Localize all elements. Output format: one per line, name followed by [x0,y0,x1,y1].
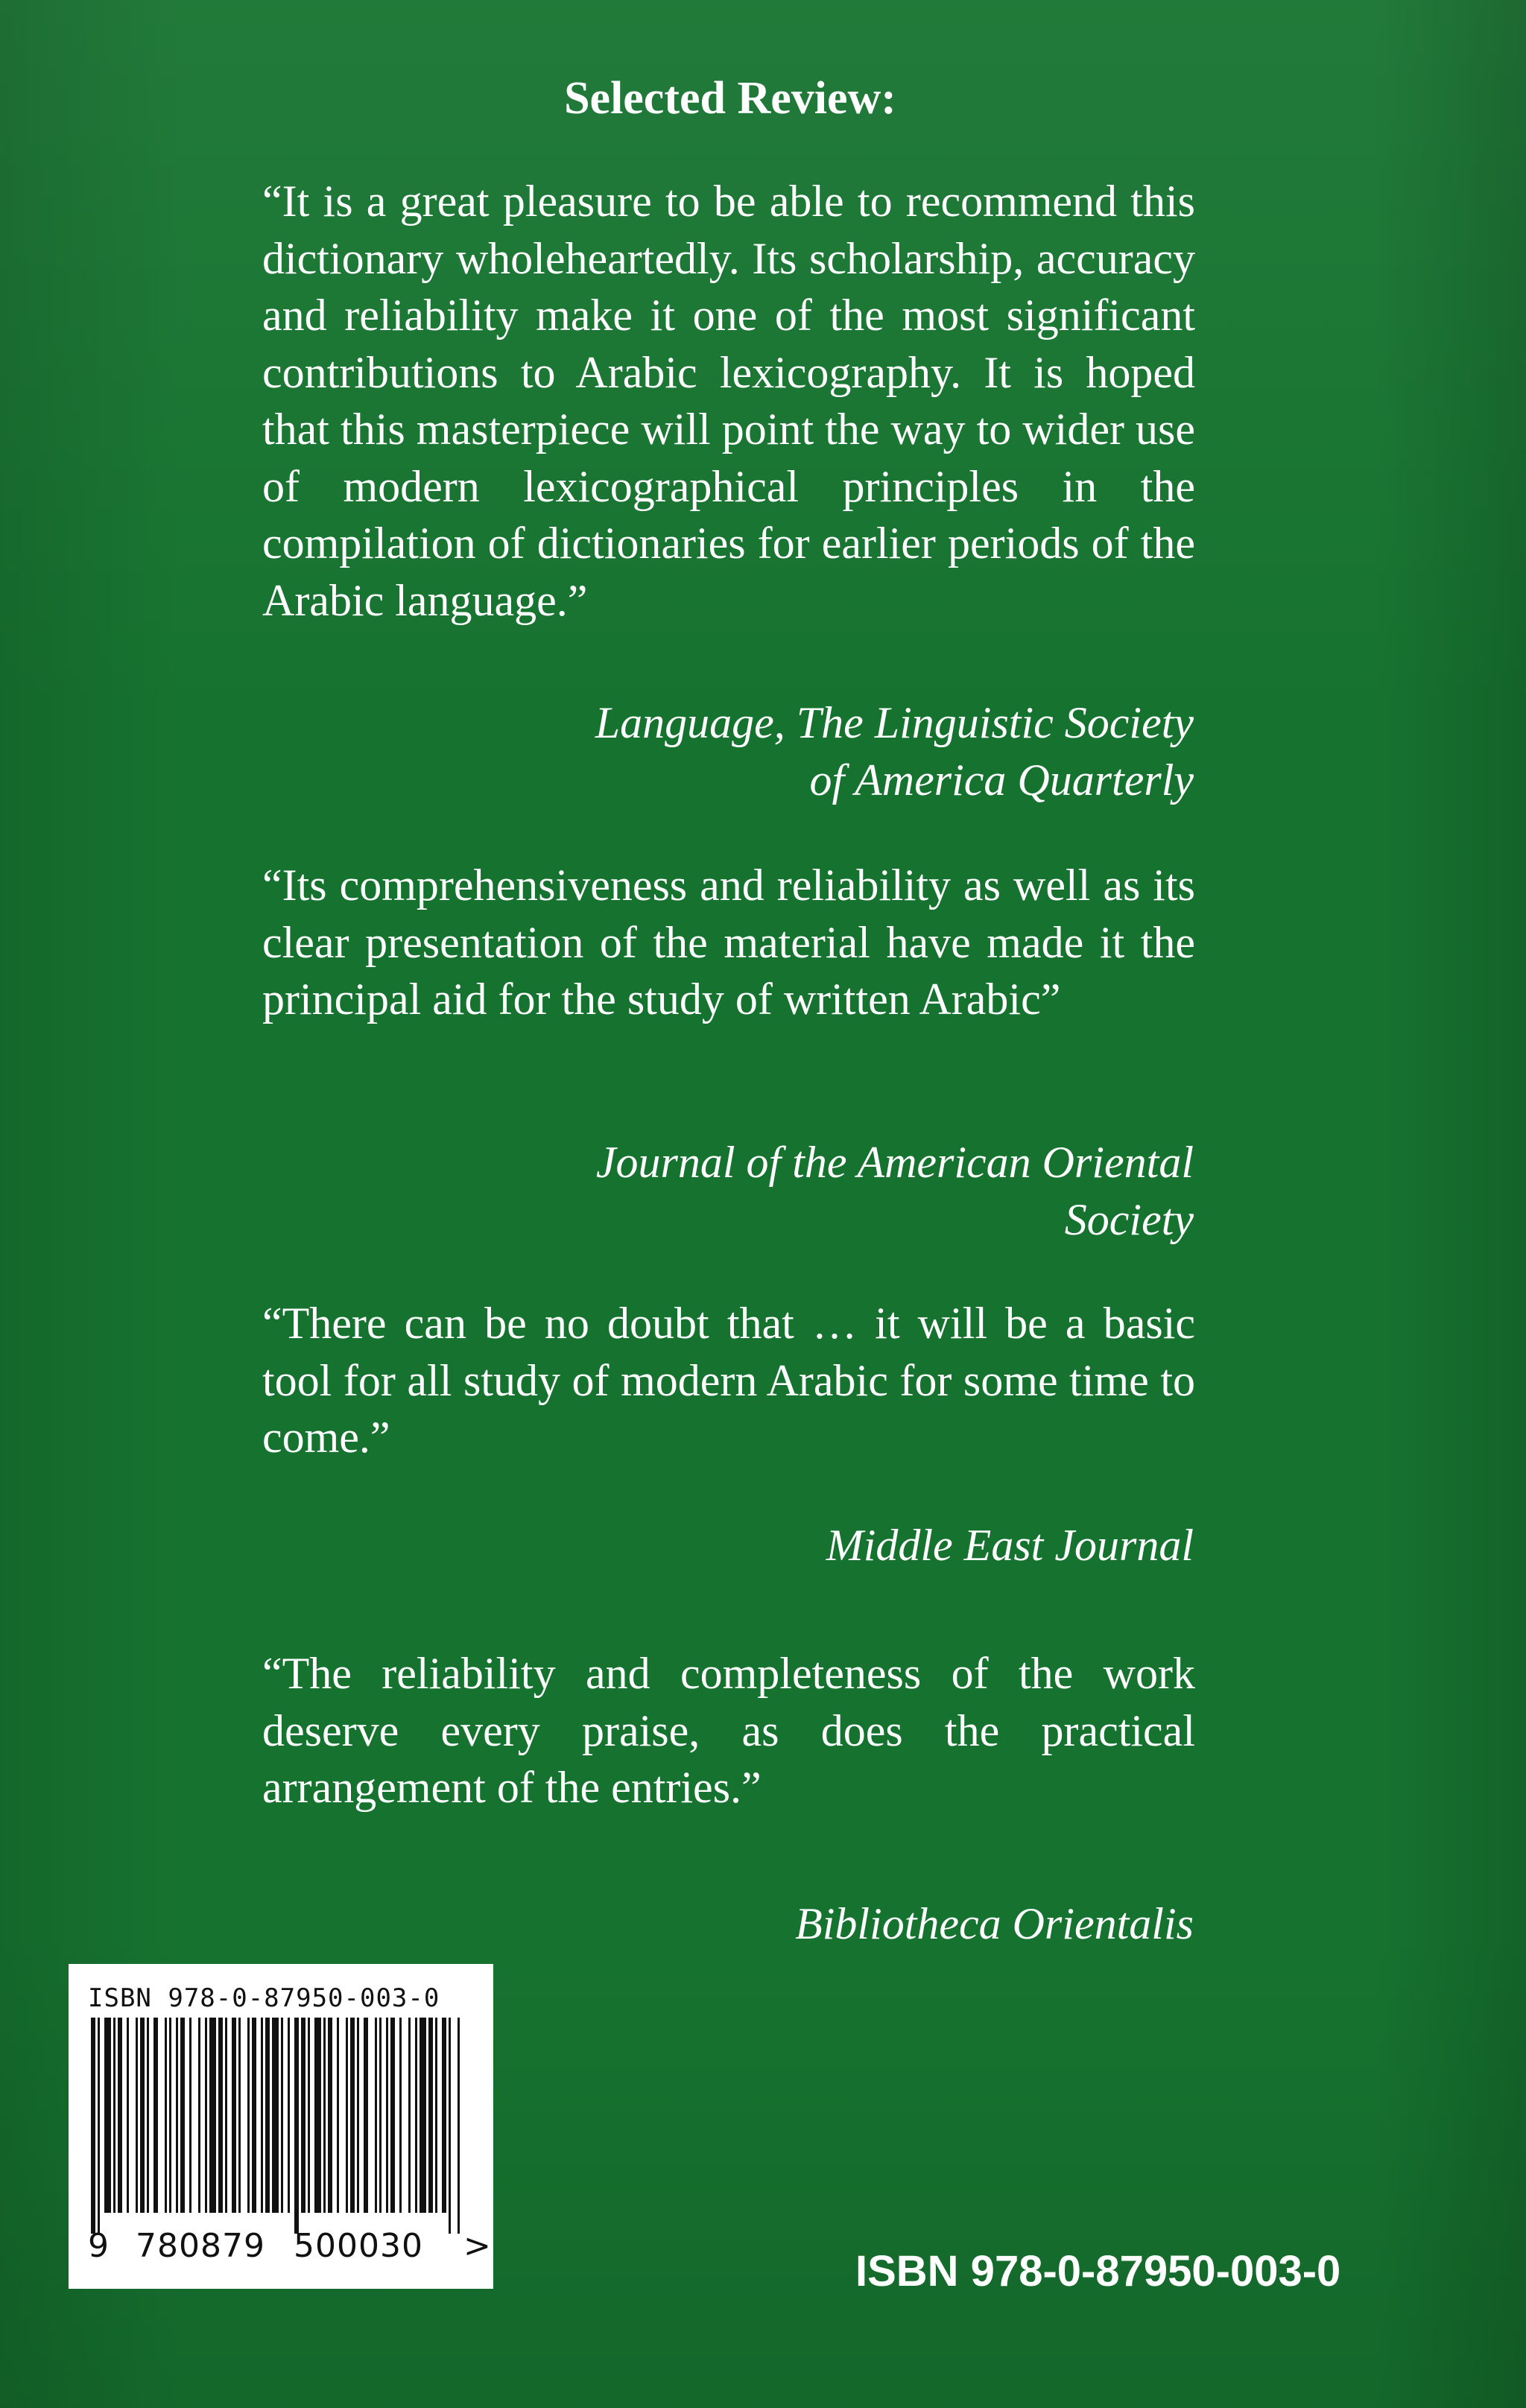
barcode-bar [165,2018,167,2213]
barcode-bar [136,2018,138,2213]
barcode-isbn-text: ISBN 978-0-87950-003-0 [88,1983,440,2013]
barcode-bar [428,2018,433,2213]
review-source-4 [477,1895,1194,1953]
barcode-bar [209,2018,216,2213]
barcode-bar [98,2018,100,2234]
selected-review-heading: Selected Review: [564,73,896,124]
barcode-bar [147,2018,149,2213]
isbn-number: ISBN 978-0-87950-003-0 [855,2247,1341,2295]
barcode-bar [308,2018,310,2213]
review-source-2-line-2: Society [1064,1194,1194,1244]
barcode-bar [113,2018,115,2213]
barcode-bar [288,2018,290,2213]
barcode-right-digits: 500030 [294,2227,423,2265]
barcode-bar [399,2018,402,2213]
barcode-bar [252,2018,256,2213]
barcode-bar [390,2018,395,2213]
barcode-bar [449,2018,451,2234]
review-source-3 [477,1517,1194,1574]
barcode-bar [247,2018,250,2213]
barcode-bar [420,2018,426,2213]
barcode-bar [198,2018,200,2213]
barcode-bar [265,2018,270,2213]
barcode-bar [153,2018,158,2213]
barcode-bar [238,2018,241,2213]
barcode-bar [350,2018,355,2213]
review-source-2-line-1: Journal of the American Oriental [595,1138,1194,1187]
barcode-bar [104,2018,111,2213]
barcode-bar [357,2018,359,2213]
barcode-bar [364,2018,368,2213]
barcode-bars [89,2018,462,2234]
review-source-1 [477,694,1194,808]
barcode-bar [337,2018,339,2213]
barcode-bar [140,2018,145,2213]
barcode-lead-digit: 9 [88,2227,109,2265]
barcode-bar [272,2018,279,2213]
review-quote-2: “Its comprehensiveness and reliability as well as its clear presentation of the material have made it the principal aid for the study of written Arabic” [262,861,1195,1024]
barcode-bar [127,2018,129,2213]
review-quote-1: “It is a great pleasure to be able to recommend this dictionary wholeheartedly. Its scholarship, accuracy and reliability make it one of the most significant contributions to Arabic lexicography. It is hoped that this masterpiece will point the way to wider use of modern lexicographical principles in the compilation of dictionaries for earlier periods of the Arabic language.” [262,177,1195,625]
barcode-quiet-zone-arrow: > [463,2227,491,2265]
barcode-bar [118,2018,122,2213]
barcode-bar [346,2018,348,2213]
barcode-bar [442,2018,446,2213]
review-quote-3: “There can be no doubt that … it will be a basic tool for all study of modern Arabic for some time to come.” [262,1299,1195,1462]
barcode-bar [294,2018,299,2234]
barcode-bar [180,2018,185,2213]
barcode-bar [323,2018,326,2213]
barcode-bar [301,2018,305,2213]
barcode-bar [232,2018,236,2213]
barcode-bar [91,2018,95,2234]
barcode-left-digits: 780879 [136,2227,265,2265]
review-quote-4: “The reliability and completeness of the work deserve every praise, as does the practical arrangement of the entries.” [262,1649,1195,1812]
barcode-bar [435,2018,437,2213]
barcode-bar [176,2018,178,2213]
barcode-bar [328,2018,332,2213]
barcode-bar [375,2018,377,2213]
barcode-bar [261,2018,263,2213]
review-source-3-line-1: Middle East Journal [826,1521,1194,1570]
review-source-4-line-1: Bibliotheca Orientalis [795,1899,1194,1948]
barcode-bar [281,2018,283,2213]
review-source-2 [477,1134,1194,1248]
review-source-1-line-2: of America Quarterly [809,755,1194,805]
barcode-bar [386,2018,388,2213]
barcode-bar [205,2018,207,2213]
barcode-bar [379,2018,382,2213]
barcode-bar [314,2018,321,2213]
barcode-bar [225,2018,227,2213]
barcode-bar [189,2018,191,2213]
review-source-1-line-1: Language, The Linguistic Society [595,698,1194,747]
barcode-bar [415,2018,417,2213]
barcode-bar [458,2018,460,2234]
barcode-bar [218,2018,223,2213]
barcode-bar [169,2018,171,2213]
barcode-bar [408,2018,411,2213]
barcode-label [69,1964,493,2289]
